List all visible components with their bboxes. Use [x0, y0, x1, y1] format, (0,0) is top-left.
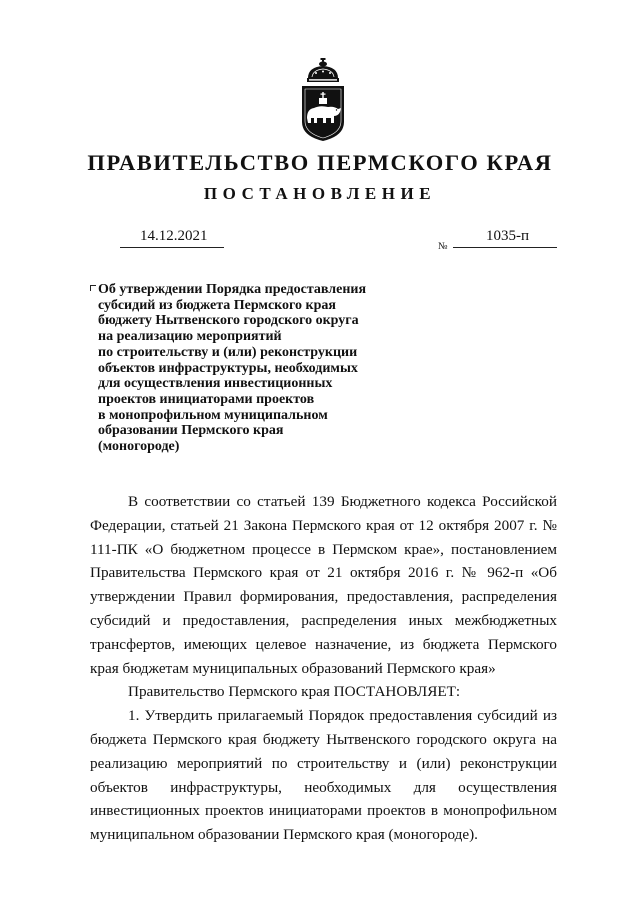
- crown-icon: [307, 58, 339, 82]
- subject-line: (моногороде): [98, 439, 180, 455]
- subject-line: бюджету Нытвенского городского округа: [98, 313, 359, 329]
- document-date: 14.12.2021: [140, 228, 208, 244]
- document-subject: [98, 282, 408, 455]
- subject-line: объектов инфраструктуры, необходимых: [98, 360, 358, 376]
- preamble-paragraph: В соответствии со статьей 139 Бюджетного кодекса Российской Федерации, статьей 21 Закона Пермского края от 12 октября 2007 г. № 111-ПК «О бюджетном процессе в Пермском крае», постановлением Правительства Пермского края от 21 октября 2016 г. № 962-п «Об утверждении Правил формирования, предоставления, распределения субсидий и предоставления, распределения иных межбюджетных трансфертов, имеющих целевое назначение, из бюджета Пермского края бюджетам муниципальных образований Пермского края»: [90, 493, 557, 677]
- document-number: 1035-п: [486, 228, 530, 244]
- number-underline: [453, 247, 557, 248]
- subject-line: проектов инициаторами проектов: [98, 391, 315, 407]
- number-sign: №: [438, 241, 448, 252]
- subject-corner-mark: [90, 285, 96, 291]
- subject-line: Об утверждении Порядка предоставления: [98, 282, 367, 297]
- date-underline: [120, 247, 224, 248]
- document-body: [90, 490, 557, 847]
- document-type: ПОСТАНОВЛЕНИЕ: [203, 184, 437, 203]
- subject-line: для осуществления инвестиционных: [98, 376, 333, 392]
- subject-line: образовании Пермского края: [98, 423, 284, 439]
- perm-krai-coat-of-arms-icon: [296, 58, 350, 142]
- subject-line: в монопрофильном муниципальном: [98, 407, 328, 423]
- subject-line: по строительству и (или) реконструкции: [98, 344, 358, 360]
- subject-line: субсидий из бюджета Пермского края: [98, 297, 336, 313]
- item-1-paragraph: 1. Утвердить прилагаемый Порядок предоставления субсидий из бюджета Пермского края бюджету Нытвенского городского округа на реализацию мероприятий по строительству и (или) реконструкции объектов инфраструктуры, необходимых для осуществления инвестиционных проектов инициаторами проектов в монопрофильном муниципальном образовании Пермского края (моногороде).: [90, 707, 557, 844]
- decree-statement: Правительство Пермского края ПОСТАНОВЛЯЕТ:: [128, 683, 461, 701]
- government-title: ПРАВИТЕЛЬСТВО ПЕРМСКОГО КРАЯ: [87, 150, 553, 175]
- subject-line: на реализацию мероприятий: [98, 329, 282, 345]
